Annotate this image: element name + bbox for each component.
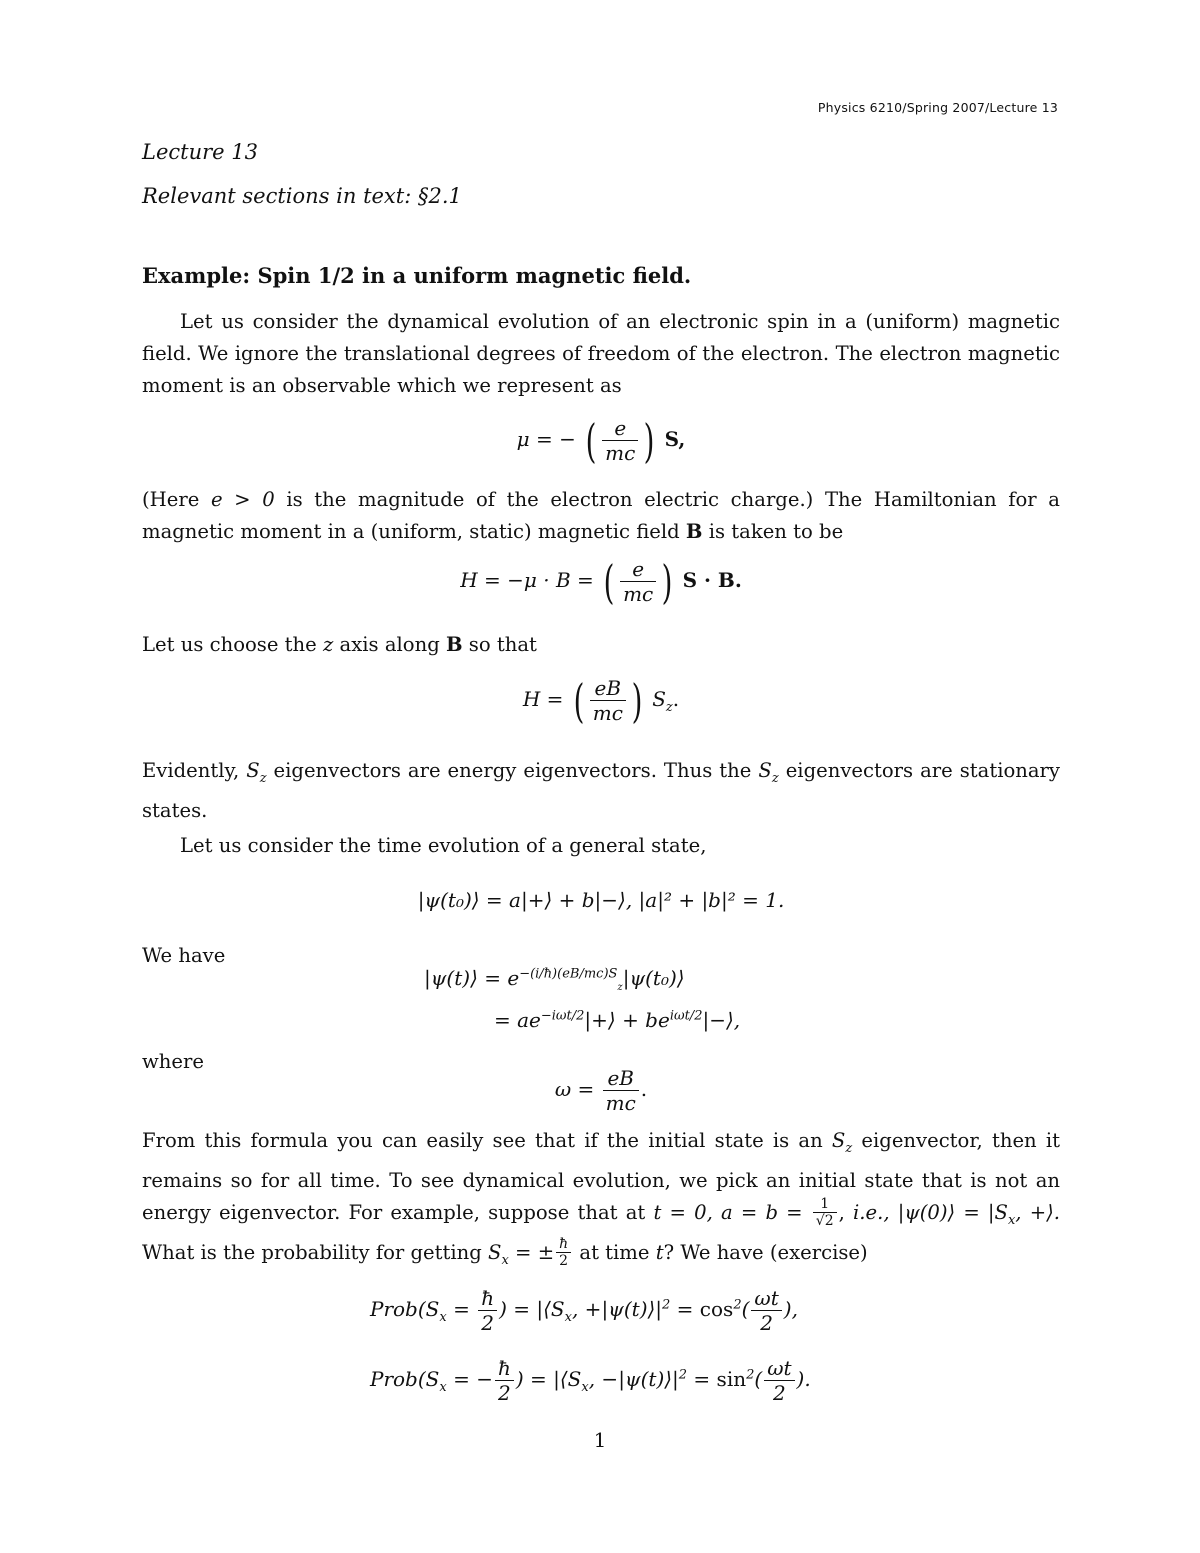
equation-evolution-2: = $ae^{-i\omega t/2}|+⟩$ + $be^{i\omega t/2}|-⟩$, [494,1008,741,1032]
eq-mu-rhs: S, [664,427,686,451]
page-number: 1 [593,1428,607,1452]
label-where: where [142,1050,204,1073]
lecture-label: Lecture 13 [142,140,258,164]
relevant-sections: Relevant sections in text: §2.1 [142,184,462,208]
paragraph-stationary: Evidently, $S_z$ eigenvectors are energy eigenvectors. Thus the $S_z$ eigenvectors are stationary states. [142,759,1060,822]
eq-mu-lhs: μ = − [516,427,576,451]
running-header: Physics 6210/Spring 2007/Lecture 13 [817,100,1058,115]
equation-prob-plus: $Prob(S_x$ = $\frac{ħ}{2}$ ) = $|⟨S_x$, $+|\psi(t)⟩|^2 = \cos^2$( $\frac{\omega t}{2}$ ), [370,1286,798,1335]
equation-hamiltonian-z: H = ( $\frac{eB}{mc}$ ) $S_z$. [522,673,680,728]
equation-prob-minus: $Prob(S_x$ = − $\frac{ħ}{2}$ ) = $|⟨S_x$, $-|\psi(t)⟩|^2 = \sin^2$( $\frac{\omega t}{2}$ ). [370,1356,811,1405]
label-we-have: We have [142,944,226,967]
paragraph-z-axis: Let us choose the z axis along B so that [142,633,537,656]
paragraph-general-state: Let us consider the time evolution of a general state, [180,834,707,857]
paragraph-evolution: From this formula you can easily see that if the initial state is an $S_z$ eigenvector, then it remains so for all time. To see dynamical evolution, we pick an initial state that is not an energy eigenvector. For example, suppose that at t = 0, a = b = $\frac{1}{√2}$ , i.e., |ψ(0)⟩ = $|S_x$, +⟩. What is the probability for getting $S_x$ = ± $\frac{ħ}{2}$ at time t? We have (exercise) [142,1129,1061,1270]
equation-mu: μ = − ( $\frac{e}{mc}$ ) S, [516,413,686,468]
paragraph-hamiltonian: (Here e > 0 is the magnitude of the electron electric charge.) The Hamiltonian for a magnetic moment in a (uniform, static) magnetic field B is taken to be [142,488,1060,543]
frac-e-mc: $\frac{e}{mc}$ [602,416,638,465]
equation-hamiltonian: H = −μ · B = ( $\frac{e}{mc}$ ) S · B. [460,554,742,609]
paragraph-intro: Let us consider the dynamical evolution of an electronic spin in a (uniform) magnetic field. We ignore the translational degrees of freedom of the electron. The electron magnetic moment is an observable which we represent as [142,310,1060,397]
equation-omega: ω = $\frac{eB}{mc}$ . [554,1066,648,1115]
equation-state: |ψ(t₀)⟩ = a|+⟩ + b|−⟩, |a|² + |b|² = 1. [417,888,785,912]
section-title: Example: Spin 1/2 in a uniform magnetic field. [142,263,692,288]
equation-evolution-1: |ψ(t)⟩ = $e^{-(i/ħ)(eB/mc)S}_z|\psi(t_0)⟩$ [424,966,685,993]
